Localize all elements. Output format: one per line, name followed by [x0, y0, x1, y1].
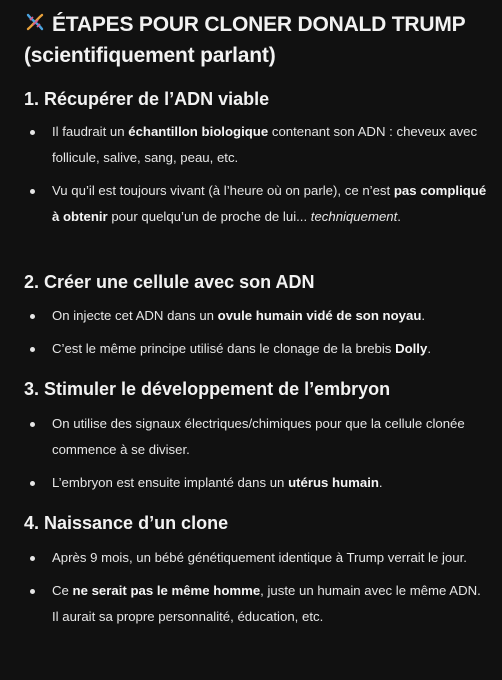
section-1-list: [30, 119, 488, 230]
title-line-1: ÉTAPES POUR CLONER DONALD TRUMP: [52, 13, 466, 36]
list-item: [30, 303, 488, 329]
bold-run: Dolly: [395, 341, 428, 356]
text-run: Il faudrait un: [52, 124, 129, 139]
bullet-dot: [30, 314, 35, 319]
text-run: .: [421, 308, 426, 323]
text-run: .: [378, 475, 383, 490]
bold-run: échantillon biologique: [128, 124, 269, 139]
text-run: Vu qu’il est toujours vivant (à l’heure où on parle), ce n’est: [52, 183, 394, 198]
bullet-dot: [30, 589, 35, 594]
list-item: [30, 411, 488, 463]
text-run: On injecte cet ADN dans un: [52, 308, 218, 323]
list-item: [30, 545, 488, 571]
title-line-2: (scientifiquement parlant): [24, 44, 276, 67]
bold-run: ne serait pas le même homme: [72, 583, 261, 598]
italic-run: techniquement: [310, 209, 398, 224]
list-item: [30, 336, 488, 362]
bullet-dot: [30, 481, 35, 486]
section-3-list: [30, 411, 488, 496]
text-run: C’est le même principe utilisé dans le clonage de la brebis: [52, 341, 396, 356]
section-heading-3: 3. Stimuler le développement de l’embryon: [24, 379, 391, 399]
bold-run: ovule humain vidé de son noyau: [217, 308, 422, 323]
section-heading-2: 2. Créer une cellule avec son ADN: [24, 272, 315, 292]
list-item: [30, 578, 488, 630]
list-item: [30, 178, 488, 230]
text-run: .: [427, 341, 431, 356]
section-2-list: [30, 303, 488, 362]
dna-icon: [24, 11, 52, 41]
text-run: , juste un humain avec le même ADN. Il aurait sa propre personnalité, éducation, etc.: [52, 583, 481, 624]
text-run: L’embryon est ensuite implanté dans un: [52, 475, 289, 490]
bullet-dot: [30, 347, 35, 352]
text-run: On utilise des signaux électriques/chimiques pour que la cellule clonée commence à se diviser.: [52, 416, 465, 457]
section-heading-4: 4. Naissance d’un clone: [24, 513, 229, 533]
bullet-dot: [30, 130, 35, 135]
list-item: [30, 119, 488, 171]
bold-run: utérus humain: [288, 475, 379, 490]
page-title: [24, 10, 484, 70]
section-heading-1: 1. Récupérer de l’ADN viable: [24, 89, 270, 109]
bullet-dot: [30, 189, 35, 194]
text-run: .: [397, 209, 401, 224]
bullet-dot: [30, 556, 35, 561]
bullet-dot: [30, 422, 35, 427]
list-item: [30, 470, 488, 496]
section-4-list: [30, 545, 488, 630]
bold-run: pas compliqué à obtenir: [52, 183, 487, 224]
text-run: contenant son ADN : cheveux avec follicule, salive, sang, peau, etc.: [52, 124, 478, 165]
text-run: Ce: [52, 583, 73, 598]
text-run: pour quelqu’un de proche de lui...: [107, 209, 311, 224]
text-run: Après 9 mois, un bébé génétiquement identique à Trump verrait le jour.: [52, 550, 467, 565]
